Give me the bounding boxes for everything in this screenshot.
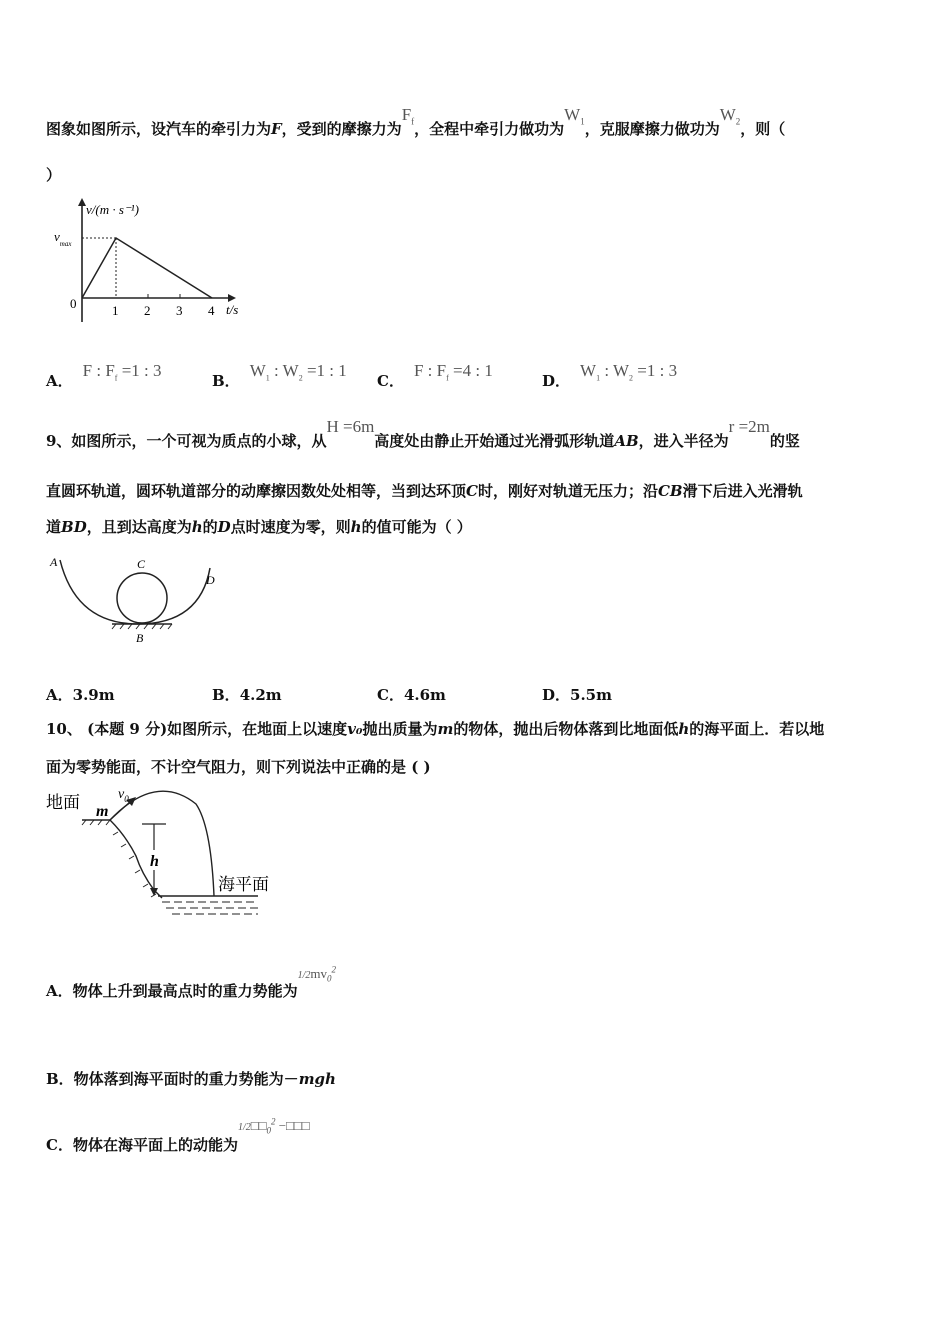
q9-option-c[interactable]: C．4.6m <box>377 686 446 704</box>
ground-label: 地面 <box>46 793 80 812</box>
tick-2: 2 <box>144 303 151 318</box>
q9-option-d[interactable]: D．5.5m <box>542 686 612 704</box>
q8-text: ，则（ <box>740 120 786 138</box>
q8-text: 图象如图所示，设汽车的牵引力为 <box>46 120 272 138</box>
q8-option-c[interactable]: C．F : $F_f =4$ : 1 <box>377 361 493 390</box>
tick-4: 4 <box>208 303 215 318</box>
q10-option-c[interactable]: C．物体在海平面上的动能为$1/2□□_0^2$ −□□□ <box>46 1116 310 1154</box>
origin-label: 0 <box>70 296 77 311</box>
q9-stem-line2: 直圆环轨道，圆环轨道部分的动摩擦因数处处相等，当到达环顶C时，刚好对轨道无压力；沿CB滑下后进入光滑轨 <box>46 482 803 500</box>
label-B: B <box>136 631 144 645</box>
q10-projectile-diagram <box>46 786 286 920</box>
math-W1: $W_1$ <box>564 105 585 127</box>
q10-option-b[interactable]: B．物体落到海平面时的重力势能为－mgh <box>46 1070 336 1088</box>
q8-text: ，克服摩擦力做功为 <box>584 120 720 138</box>
label-A: A <box>50 555 58 569</box>
q10-stem-line2: 面为零势能面，不计空气阻力，则下列说法中正确的是 ( ) <box>46 758 431 776</box>
q9-option-b[interactable]: B．4.2m <box>212 686 282 704</box>
v0-label: $v_0$ <box>118 787 129 804</box>
x-axis-label: t/s <box>226 302 239 317</box>
q9-stem-line1: 9、如图所示，一个可视为质点的小球，从H =6m高度处由静止开始通过光滑弧形轨道AB，进入半径为r =2m的竖 <box>46 417 800 450</box>
q9-stem-line3: 道BD，且到达高度为h的D点时速度为零，则h的值可能为（ ） <box>46 518 472 536</box>
q8-option-b[interactable]: B．$W_1$ : $W_2 =1$ : 1 <box>212 361 347 390</box>
q10-stem-line1: 10、 (本题 9 分)如图所示，在地面上以速度v₀抛出质量为m的物体，抛出后物体落到比地面低h的海平面上．若以地 <box>46 720 825 738</box>
label-D: D <box>206 573 215 587</box>
y-axis-label: v/(m · s⁻¹) <box>86 202 139 217</box>
q9-track-diagram <box>46 552 226 648</box>
sea-label: 海平面 <box>218 875 269 894</box>
var-F: F <box>271 120 282 138</box>
q8-text: ，受到的摩擦力为 <box>281 120 402 138</box>
loop-circle <box>117 573 167 623</box>
math-W2: $W_2$ <box>719 105 741 127</box>
math-r: r =2m <box>728 417 770 436</box>
vmax-label: $v_{max}$ <box>54 229 72 248</box>
q8-stem-line2: ） <box>46 166 62 184</box>
tick-3: 3 <box>176 303 183 318</box>
q10-option-a[interactable]: A．物体上升到最高点时的重力势能为$1/2mv_0^2$ <box>46 964 337 1000</box>
q9-option-a[interactable]: A．3.9m <box>46 686 115 704</box>
math-H: H =6m <box>326 417 375 436</box>
tick-1: 1 <box>112 303 119 318</box>
q8-vt-graph <box>46 196 266 326</box>
mass-label: m <box>96 803 109 820</box>
label-C: C <box>137 557 146 571</box>
vt-line <box>82 238 212 298</box>
q8-option-d[interactable]: D．$W_1$ : $W_2 =1$ : 3 <box>542 361 678 390</box>
h-label: h <box>150 853 159 870</box>
math-Ff: $F_f$ <box>401 105 415 127</box>
q8-text: ，全程中牵引力做功为 <box>414 120 565 138</box>
q8-stem-line1 <box>46 105 786 140</box>
q8-option-a[interactable]: A．F : $F_f =1$ : 3 <box>46 361 162 390</box>
